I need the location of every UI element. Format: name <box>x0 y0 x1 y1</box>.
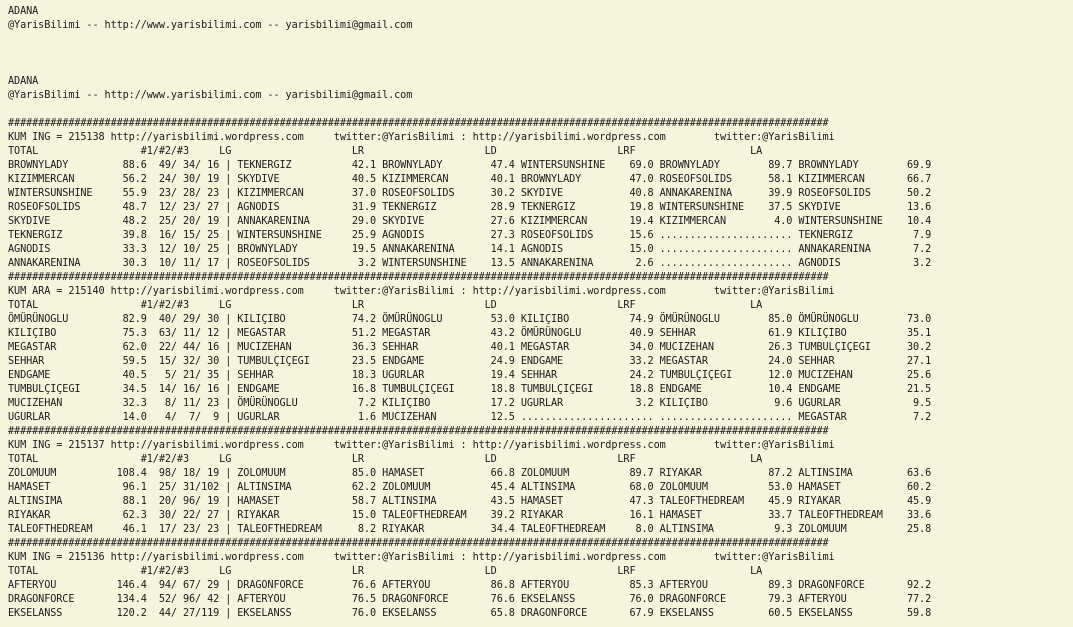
race-header-line: KUM ING = 215138 http://yarisbilimi.wordpress.com twitter:@YarisBilimi : http://yarisbilimi.wordpress.com twitter:@YarisBilimi <box>8 132 835 143</box>
result-row: KILIÇIBO 75.3 63/ 11/ 12 | MEGASTAR 51.2 MEGASTAR 43.2 ÖMÜRÜNOGLU 40.9 SEHHAR 61.9 KILIÇIBO 35.1 <box>8 328 932 339</box>
result-row: ENDGAME 40.5 5/ 21/ 35 | SEHHAR 18.3 UGURLAR 19.4 SEHHAR 24.2 TUMBULÇIÇEGI 12.0 MUCIZEHAN 25.6 <box>8 370 932 381</box>
column-header-line: TOTAL #1/#2/#3 LG LR LD LRF LA <box>8 146 763 157</box>
blank-line <box>8 47 931 61</box>
result-row: ÖMÜRÜNOGLU 82.9 40/ 29/ 30 | KILIÇIBO 74.2 ÖMÜRÜNOGLU 53.0 KILIÇIBO 74.9 ÖMÜRÜNOGLU 85.0 ÖMÜRÜNOGLU 73.0 <box>8 314 932 325</box>
separator-line: ######################################################################################################################################## <box>8 118 829 129</box>
contact-line: @YarisBilimi -- http://www.yarisbilimi.com -- yarisbilimi@gmail.com <box>8 20 413 31</box>
result-row: ROSEOFSOLIDS 48.7 12/ 23/ 27 | AGNODIS 31.9 TEKNERGIZ 28.9 TEKNERGIZ 19.8 WINTERSUNSHINE 37.5 SKYDIVE 13.6 <box>8 202 932 213</box>
result-row: WINTERSUNSHINE 55.9 23/ 28/ 23 | KIZIMMERCAN 37.0 ROSEOFSOLIDS 30.2 SKYDIVE 40.8 ANNAKARENINA 39.9 ROSEOFSOLIDS 50.2 <box>8 188 932 199</box>
race-header-line: KUM ARA = 215140 http://yarisbilimi.wordpress.com twitter:@YarisBilimi : http://yarisbilimi.wordpress.com twitter:@YarisBilimi <box>8 286 835 297</box>
column-header-line: TOTAL #1/#2/#3 LG LR LD LRF LA <box>8 300 763 311</box>
contact-line: @YarisBilimi -- http://www.yarisbilimi.com -- yarisbilimi@gmail.com <box>8 90 413 101</box>
result-row: AFTERYOU 146.4 94/ 67/ 29 | DRAGONFORCE 76.6 AFTERYOU 86.8 AFTERYOU 85.3 AFTERYOU 89.3 DRAGONFORCE 92.2 <box>8 580 932 591</box>
result-row: SKYDIVE 48.2 25/ 20/ 19 | ANNAKARENINA 29.0 SKYDIVE 27.6 KIZIMMERCAN 19.4 KIZIMMERCAN 4.0 WINTERSUNSHINE 10.4 <box>8 216 932 227</box>
result-row: TEKNERGIZ 39.8 16/ 15/ 25 | WINTERSUNSHINE 25.9 AGNODIS 27.3 ROSEOFSOLIDS 15.6 ...................... TEKNERGIZ 7.9 <box>8 230 932 241</box>
result-row: DRAGONFORCE 134.4 52/ 96/ 42 | AFTERYOU 76.5 DRAGONFORCE 76.6 EKSELANSS 76.0 DRAGONFORCE 79.3 AFTERYOU 77.2 <box>8 594 932 605</box>
result-row: KIZIMMERCAN 56.2 24/ 30/ 19 | SKYDIVE 40.5 KIZIMMERCAN 40.1 BROWNYLADY 47.0 ROSEOFSOLIDS 58.1 KIZIMMERCAN 66.7 <box>8 174 932 185</box>
separator-line: ######################################################################################################################################## <box>8 272 829 283</box>
result-row: ZOLOMUUM 108.4 98/ 18/ 19 | ZOLOMUUM 85.0 HAMASET 66.8 ZOLOMUUM 89.7 RIYAKAR 87.2 ALTINSIMA 63.6 <box>8 468 932 479</box>
race-results-text <box>8 5 931 621</box>
result-row: MUCIZEHAN 32.3 8/ 11/ 23 | ÖMÜRÜNOGLU 7.2 KILIÇIBO 17.2 UGURLAR 3.2 KILIÇIBO 9.6 UGURLAR 9.5 <box>8 398 932 409</box>
result-row: TALEOFTHEDREAM 46.1 17/ 23/ 23 | TALEOFTHEDREAM 8.2 RIYAKAR 34.4 TALEOFTHEDREAM 8.0 ALTINSIMA 9.3 ZOLOMUUM 25.8 <box>8 524 932 535</box>
result-row: SEHHAR 59.5 15/ 32/ 30 | TUMBULÇIÇEGI 23.5 ENDGAME 24.9 ENDGAME 33.2 MEGASTAR 24.0 SEHHAR 27.1 <box>8 356 932 367</box>
race-header-line: KUM ING = 215136 http://yarisbilimi.wordpress.com twitter:@YarisBilimi : http://yarisbilimi.wordpress.com twitter:@YarisBilimi <box>8 552 835 563</box>
column-header-line: TOTAL #1/#2/#3 LG LR LD LRF LA <box>8 454 763 465</box>
race-header-line: KUM ING = 215137 http://yarisbilimi.wordpress.com twitter:@YarisBilimi : http://yarisbilimi.wordpress.com twitter:@YarisBilimi <box>8 440 835 451</box>
city-title: ADANA <box>8 76 39 87</box>
separator-line: ######################################################################################################################################## <box>8 538 829 549</box>
result-row: MEGASTAR 62.0 22/ 44/ 16 | MUCIZEHAN 36.3 SEHHAR 40.1 MEGASTAR 34.0 MUCIZEHAN 26.3 TUMBULÇIÇEGI 30.2 <box>8 342 932 353</box>
result-row: AGNODIS 33.3 12/ 10/ 25 | BROWNYLADY 19.5 ANNAKARENINA 14.1 AGNODIS 15.0 ...................... ANNAKARENINA 7.2 <box>8 244 932 255</box>
city-title: ADANA <box>8 6 39 17</box>
result-row: UGURLAR 14.0 4/ 7/ 9 | UGURLAR 1.6 MUCIZEHAN 12.5 ...................... ...................... MEGASTAR 7.2 <box>8 412 932 423</box>
blank-line <box>8 33 931 47</box>
column-header-line: TOTAL #1/#2/#3 LG LR LD LRF LA <box>8 566 763 577</box>
result-row: HAMASET 96.1 25/ 31/102 | ALTINSIMA 62.2 ZOLOMUUM 45.4 ALTINSIMA 68.0 ZOLOMUUM 53.0 HAMASET 60.2 <box>8 482 932 493</box>
result-row: TUMBULÇIÇEGI 34.5 14/ 16/ 16 | ENDGAME 16.8 TUMBULÇIÇEGI 18.8 TUMBULÇIÇEGI 18.8 ENDGAME 10.4 ENDGAME 21.5 <box>8 384 932 395</box>
result-row: ALTINSIMA 88.1 20/ 96/ 19 | HAMASET 58.7 ALTINSIMA 43.5 HAMASET 47.3 TALEOFTHEDREAM 45.9 RIYAKAR 45.9 <box>8 496 932 507</box>
separator-line: ######################################################################################################################################## <box>8 426 829 437</box>
blank-line <box>8 103 931 117</box>
result-row: ANNAKARENINA 30.3 10/ 11/ 17 | ROSEOFSOLIDS 3.2 WINTERSUNSHINE 13.5 ANNAKARENINA 2.6 ...................... AGNODIS 3.2 <box>8 258 932 269</box>
blank-line <box>8 61 931 75</box>
result-row: RIYAKAR 62.3 30/ 22/ 27 | RIYAKAR 15.0 TALEOFTHEDREAM 39.2 RIYAKAR 16.1 HAMASET 33.7 TALEOFTHEDREAM 33.6 <box>8 510 932 521</box>
result-row: EKSELANSS 120.2 44/ 27/119 | EKSELANSS 76.0 EKSELANSS 65.8 DRAGONFORCE 67.9 EKSELANSS 60.5 EKSELANSS 59.8 <box>8 608 932 619</box>
result-row: BROWNYLADY 88.6 49/ 34/ 16 | TEKNERGIZ 42.1 BROWNYLADY 47.4 WINTERSUNSHINE 69.0 BROWNYLADY 89.7 BROWNYLADY 69.9 <box>8 160 932 171</box>
